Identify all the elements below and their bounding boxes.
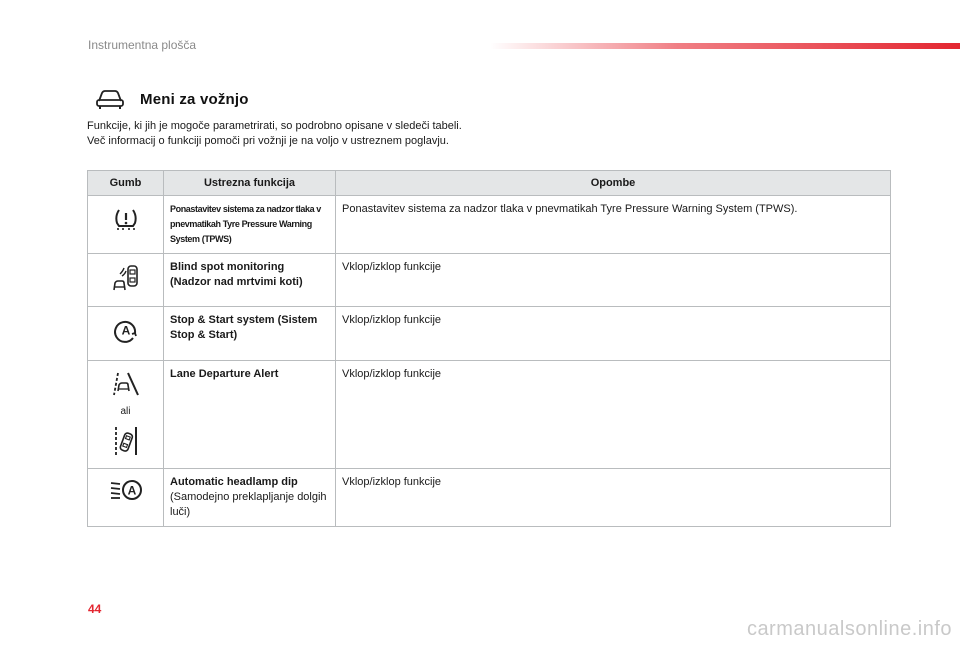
- svg-text:A: A: [127, 483, 136, 498]
- function-label: Automatic headlamp dip: [170, 476, 298, 488]
- lane-departure-alt-icon[interactable]: [112, 448, 140, 460]
- table-row: [88, 469, 891, 527]
- table-cell-note: Ponastavitev sistema za nadzor tlaka v pnevmatikah Tyre Pressure Warning System (TPWS).: [336, 196, 891, 254]
- table-cell-function: [164, 307, 336, 361]
- table-cell-note: Vklop/izklop funkcije: [336, 307, 891, 361]
- driving-menu-table: [87, 170, 891, 527]
- function-label-sub: (Nadzor nad mrtvimi koti): [170, 276, 303, 288]
- table-cell-note: Vklop/izklop funkcije: [336, 361, 891, 469]
- car-outline-icon: [94, 88, 126, 110]
- stop-start-icon[interactable]: [113, 323, 139, 346]
- function-label: Lane Departure Alert: [170, 368, 279, 380]
- function-label-sub: (Samodejno preklapljanje dolgih luči): [170, 491, 327, 518]
- intro-line-1: Funkcije, ki jih je mogoče parametrirati, so podrobno opisane v sledeči tabeli.: [87, 120, 462, 132]
- page-number: 44: [88, 602, 102, 616]
- function-label: Stop & Start system (Sistem Stop & Start): [170, 314, 318, 341]
- table-cell-note: Vklop/izklop funkcije: [336, 254, 891, 307]
- lane-departure-icon[interactable]: [112, 388, 140, 400]
- table-cell-icon: [88, 361, 164, 469]
- blind-spot-icon[interactable]: [111, 283, 141, 295]
- table-row: [88, 254, 891, 307]
- table-cell-icon: [88, 469, 164, 527]
- table-header-row: [88, 171, 891, 196]
- tyre-pressure-icon[interactable]: [113, 223, 139, 235]
- table-cell-function: [164, 196, 336, 254]
- section-header: [94, 88, 249, 110]
- section-title: Meni za vožnjo: [140, 90, 249, 108]
- table-row: [88, 307, 891, 361]
- table-cell-icon: [88, 254, 164, 307]
- table-row: [88, 361, 891, 469]
- header-accent-bar: [490, 43, 960, 49]
- intro-line-2: Več informacij o funkciji pomoči pri vožnji je na voljo v ustreznem poglavju.: [87, 135, 449, 147]
- table-row: [88, 196, 891, 254]
- table-cell-function: [164, 469, 336, 527]
- header-function: Ustrezna funkcija: [164, 171, 336, 196]
- header-notes: Opombe: [336, 171, 891, 196]
- auto-headlamp-icon[interactable]: [109, 483, 143, 504]
- function-label: Ponastavitev sistema za nadzor tlaka v pnevmatikah Tyre Pressure Warning System (TPWS): [170, 204, 321, 244]
- watermark: carmanualsonline.info: [746, 618, 952, 640]
- svg-text:A: A: [121, 323, 130, 338]
- or-label: ali: [120, 406, 131, 417]
- table-cell-function: [164, 254, 336, 307]
- table-cell-note: Vklop/izklop funkcije: [336, 469, 891, 527]
- table-cell-function: [164, 361, 336, 469]
- header-button: Gumb: [88, 171, 164, 196]
- intro-text: [87, 119, 462, 149]
- chapter-title: Instrumentna plošča: [88, 38, 197, 52]
- table-cell-icon: [88, 196, 164, 254]
- table-cell-icon: [88, 307, 164, 361]
- function-label: Blind spot monitoring: [170, 261, 285, 273]
